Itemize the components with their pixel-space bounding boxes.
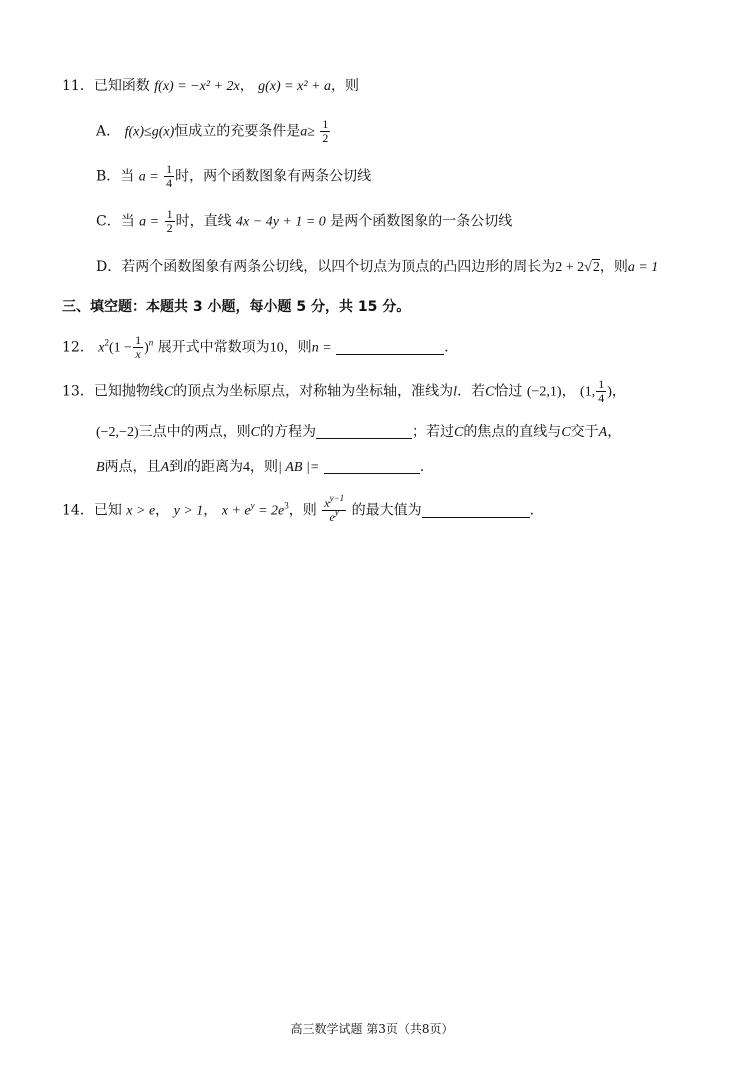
option-b-eq: a = <box>138 169 159 185</box>
frac-den-e: e <box>329 510 335 524</box>
option-d-root: 2 <box>592 260 600 275</box>
frac-den: 4 <box>598 391 605 405</box>
q13-l2e: 交于 <box>570 424 599 440</box>
q14-fraction <box>322 493 346 524</box>
q11-g-definition: g(x) = x² + a <box>258 79 331 94</box>
q13-line2 <box>96 421 621 444</box>
q13-l2a: 三点中的两点，则 <box>138 424 251 440</box>
q14-number: 14． <box>62 502 94 519</box>
q12-fraction <box>133 334 143 361</box>
frac-num: 1 <box>166 162 173 176</box>
q13-l1: 已知抛物线 <box>93 383 164 400</box>
q14-y-exp: y <box>250 500 255 511</box>
option-b-label: B． <box>96 168 121 185</box>
q14-condition-2: y > 1 <box>173 503 204 519</box>
q13-c: C <box>250 425 260 440</box>
q13-l2d: 的焦点的直线与 <box>463 424 562 440</box>
option-c-eq: a = <box>139 214 160 230</box>
option-d-tail: ，则 <box>599 259 628 275</box>
q14-comma: ， <box>155 502 170 519</box>
frac-num: 1 <box>598 377 605 391</box>
frac-num-x: x <box>324 496 330 510</box>
q13-comma: ， <box>607 424 622 440</box>
q13-l: l <box>183 460 188 475</box>
q12-answer-blank[interactable] <box>336 340 444 355</box>
q14 <box>62 493 535 524</box>
q14-condition-3: x + e <box>221 503 251 519</box>
q14-condition-3b: = 2e <box>254 503 285 519</box>
q11-number: 11． <box>62 78 94 94</box>
frac-den <box>328 507 341 524</box>
q13-a: A <box>598 425 608 440</box>
frac-den: 2 <box>322 131 329 145</box>
q13-c: C <box>163 384 174 400</box>
q13-answer-blank-1[interactable] <box>316 424 412 439</box>
q14-3-exp: 3 <box>284 500 289 511</box>
option-d-value: 2 + 2 <box>555 260 585 275</box>
q13-b: B <box>96 460 105 475</box>
q11-stem-text: 已知函数 <box>93 78 150 94</box>
page-footer: 高三数学试题 第3页（共8页） <box>290 1022 454 1036</box>
q13-end: . <box>419 459 425 475</box>
q13-four: 4 <box>243 460 251 475</box>
q12-end: . <box>444 339 449 356</box>
frac-num: 1 <box>135 333 142 347</box>
q12-number: 12． <box>62 339 94 356</box>
option-a-condition: f(x)≤g(x) <box>124 124 175 140</box>
q13-point3: (−2,−2) <box>96 425 139 440</box>
q12-x: x <box>98 340 105 356</box>
q13-l3a: 两点，且 <box>104 459 161 475</box>
section-heading: 三、填空题：本题共 3 小题，每小题 5 分，共 15 分。 <box>62 299 411 315</box>
q12-exp: 2 <box>104 337 109 348</box>
option-c-fraction <box>165 208 175 235</box>
q13-point2-post: ) <box>607 384 612 400</box>
frac-num: 1 <box>322 117 329 131</box>
frac-num: 1 <box>166 207 173 221</box>
option-a-fraction <box>320 118 330 145</box>
option-a-relation: a≥ <box>300 124 315 140</box>
frac-den: 2 <box>166 221 173 235</box>
q13-c: C <box>561 425 571 440</box>
q14-comma: ， <box>203 502 218 519</box>
q14-answer-blank[interactable] <box>422 503 530 518</box>
option-b-fraction <box>164 163 174 190</box>
frac-num-exp: y−1 <box>329 493 345 503</box>
option-c-text: 是两个函数图象的一条公切线 <box>330 213 513 230</box>
option-d-result: a = 1 <box>627 260 659 275</box>
option-a-label: A． <box>96 123 121 140</box>
q13-point1: (−2,1) <box>526 384 562 400</box>
q14-text: 的最大值为 <box>351 502 422 519</box>
q12-ask: n = <box>311 340 332 356</box>
q11-stem <box>62 75 359 98</box>
q12-tail: ，则 <box>283 339 312 356</box>
q13-point2-fraction <box>596 378 606 405</box>
q13-comma: ， <box>561 383 576 400</box>
option-c-label: C． <box>96 213 121 230</box>
frac-den-exp: y <box>334 507 339 517</box>
q13-comma: ， <box>611 383 626 400</box>
q14-then: ，则 <box>288 502 317 519</box>
q13-l1b: 的顶点为坐标原点，对称轴为坐标轴，准线为 <box>173 383 454 400</box>
q13-number: 13． <box>62 383 94 400</box>
q12-expr-post: ) <box>144 340 149 356</box>
q13-l1d: 恰过 <box>494 383 523 400</box>
option-c-mid: 时，直线 <box>175 213 232 230</box>
q13-c: C <box>453 425 464 440</box>
q12-expr-mid: (1 − <box>109 340 133 356</box>
q12-value: 10 <box>269 340 284 356</box>
q12-text: 展开式中常数项为 <box>157 339 270 356</box>
q11-f-definition: f(x) = −x² + 2x <box>154 79 240 94</box>
q14-pre: 已知 <box>93 502 122 519</box>
q13-l3d: ，则 <box>250 459 279 475</box>
q13-ab: | AB |= <box>278 460 320 475</box>
q11-option-d <box>96 256 658 279</box>
option-b-text: 时，两个函数图象有两条公切线 <box>175 168 372 185</box>
option-b-pre: 当 <box>120 168 135 185</box>
q12-n-exp: n <box>148 337 154 348</box>
option-c-line-equation: 4x − 4y + 1 = 0 <box>236 214 326 230</box>
q13-l3c: 的距离为 <box>187 459 244 475</box>
q14-condition-1: x > e <box>126 503 156 519</box>
q13-c: C <box>485 384 495 400</box>
q11-then: ，则 <box>330 78 359 94</box>
frac-den: 4 <box>166 176 173 190</box>
frac-den: x <box>135 347 141 361</box>
q13-l2c: ；若过 <box>411 424 454 440</box>
q14-end: . <box>529 502 535 519</box>
q13-line1 <box>62 378 626 405</box>
q11-option-a <box>96 118 331 145</box>
q13-line3 <box>96 456 424 479</box>
option-a-text: 恒成立的充要条件是 <box>174 123 301 140</box>
q13-l: l <box>453 384 458 400</box>
option-d-text: 若两个函数图象有两条公切线，以四个切点为顶点的凸四边形的周长为 <box>121 259 556 275</box>
sqrt-symbol: √ <box>584 260 592 275</box>
q13-l2b: 的方程为 <box>259 424 316 440</box>
option-c-pre: 当 <box>120 213 135 230</box>
q13-l1c: ．若 <box>457 383 486 400</box>
q12 <box>62 334 449 361</box>
option-d-label: D． <box>96 259 122 275</box>
q13-a: A <box>160 460 170 475</box>
q13-point2-pre: (1, <box>580 384 596 400</box>
q11-option-b <box>96 163 371 190</box>
q13-answer-blank-2[interactable] <box>324 459 420 474</box>
q13-l3b: 到 <box>169 459 184 475</box>
q11-option-c <box>96 208 512 235</box>
q11-sep: ， <box>239 78 254 94</box>
